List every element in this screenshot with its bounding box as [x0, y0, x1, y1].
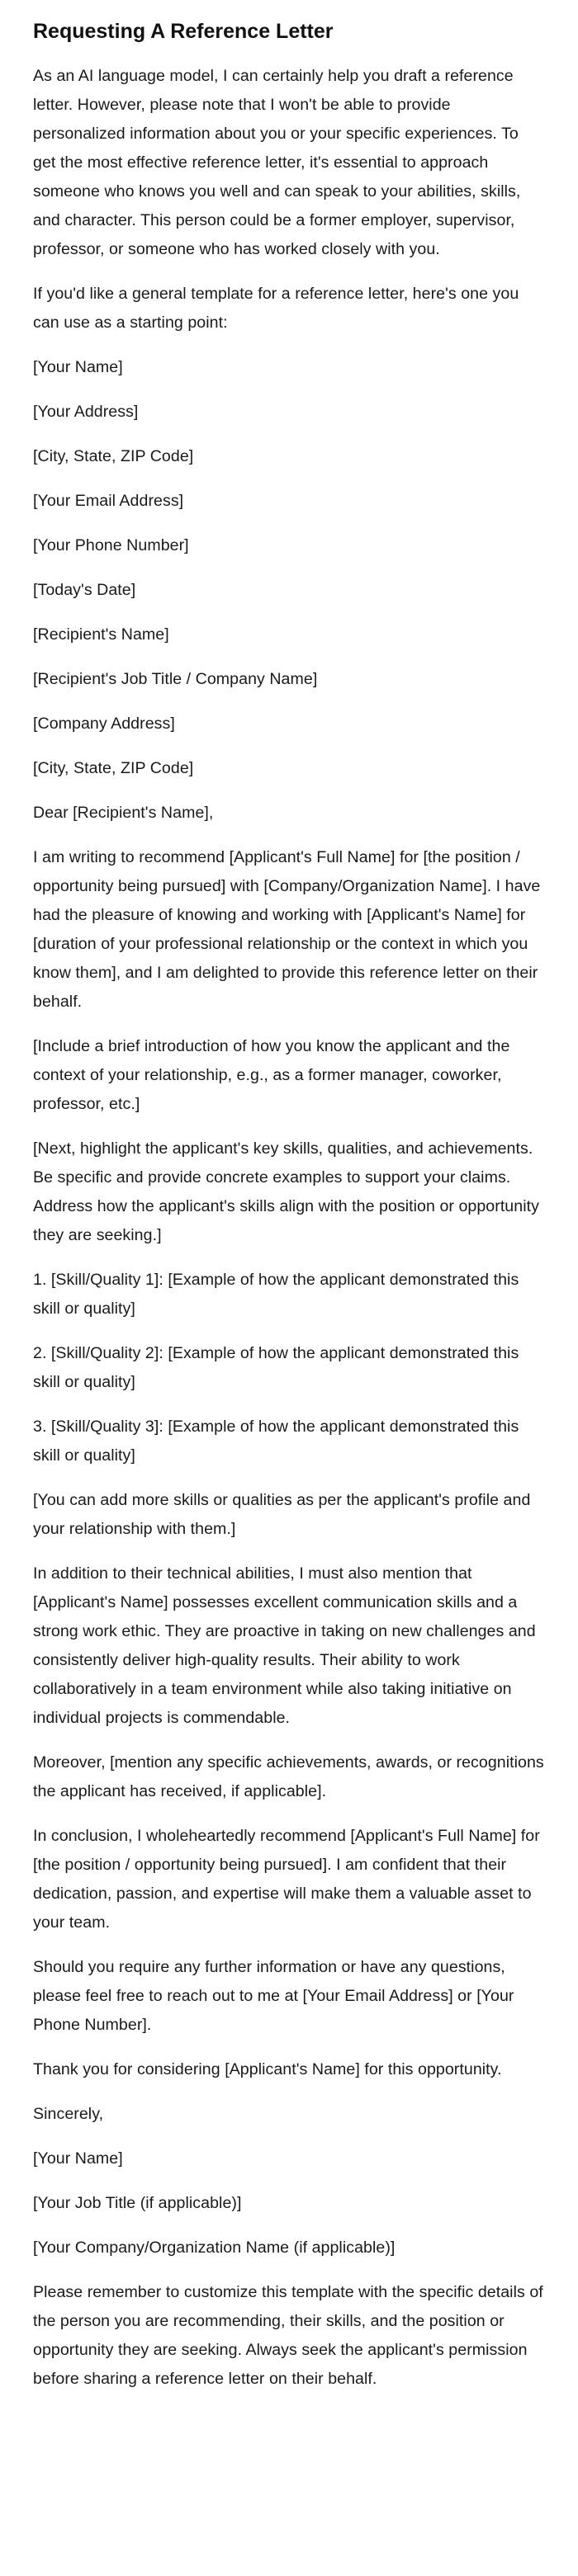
sender-city-state-zip: [City, State, ZIP Code] [33, 447, 194, 465]
intro-paragraph: As an AI language model, I can certainly help you draft a reference letter. However, please note that I won't be able to provide personalized information about you or your specific experiences. To get the most effective reference letter, it's essential to approach someone who knows you well and can speak to your abilities, skills, and character. This person could be a former employer, supervisor, professor, or someone who has worked closely with you. [33, 67, 521, 258]
letter-opening-paragraph: I am writing to recommend [Applicant's Full Name] for [the position / opportunity being pursued] with [Company/Organization Name]. I have had the pleasure of knowing and working with [Applicant's Name] for [duration of your professional relationship or the context in which you know them], and I am delighted to provide this reference letter on their behalf. [33, 848, 541, 1011]
sender-address: [Your Address] [33, 403, 139, 421]
contact-paragraph: Should you require any further information or have any questions, please feel free to reach out to me at [Your Email Address] or [Your Phone Number]. [33, 1958, 514, 2034]
closing: Sincerely, [33, 2105, 104, 2123]
signature-job-title: [Your Job Title (if applicable)] [33, 2194, 242, 2212]
thank-you-paragraph: Thank you for considering [Applicant's Name] for this opportunity. [33, 2060, 502, 2078]
skill-item-1: 1. [Skill/Quality 1]: [Example of how the applicant demonstrated this skill or quality] [33, 1271, 519, 1318]
achievements-paragraph: Moreover, [mention any specific achievements, awards, or recognitions the applicant has received, if applicable]. [33, 1753, 544, 1800]
reminder-paragraph: Please remember to customize this template with the specific details of the person you are recommending, their skills, and the position or opportunity they are seeking. Always seek the applicant's permission before sharing a reference letter on their behalf. [33, 2283, 543, 2388]
recipient-job-title: [Recipient's Job Title / Company Name] [33, 670, 318, 688]
sender-phone: [Your Phone Number] [33, 536, 189, 554]
recipient-name: [Recipient's Name] [33, 625, 169, 644]
relationship-paragraph: [Include a brief introduction of how you know the applicant and the context of your relationship, e.g., as a former manager, coworker, professor, etc.] [33, 1037, 510, 1113]
signature-name: [Your Name] [33, 2149, 123, 2168]
additional-qualities-paragraph: In addition to their technical abilities, I must also mention that [Applicant's Name] possesses excellent communication skills and a strong work ethic. They are proactive in taking on new challenges and consistently deliver high-quality results. Their ability to work collaboratively in a team environment while also taking initiative on individual projects is commendable. [33, 1564, 536, 1727]
signature-company: [Your Company/Organization Name (if applicable)] [33, 2239, 396, 2257]
sender-name: [Your Name] [33, 358, 123, 376]
page-title: Requesting A Reference Letter [33, 20, 334, 43]
sender-email: [Your Email Address] [33, 492, 184, 510]
conclusion-paragraph: In conclusion, I wholeheartedly recommend [Applicant's Full Name] for [the position / opportunity being pursued]. I am confident that their dedication, passion, and expertise will make them a valuable asset to your team. [33, 1827, 540, 1932]
recipient-city-state-zip: [City, State, ZIP Code] [33, 759, 194, 777]
skill-item-2: 2. [Skill/Quality 2]: [Example of how the applicant demonstrated this skill or quality] [33, 1344, 519, 1391]
letter-date: [Today's Date] [33, 581, 136, 599]
salutation: Dear [Recipient's Name], [33, 804, 214, 822]
template-intro-paragraph: If you'd like a general template for a reference letter, here's one you can use as a starting point: [33, 285, 519, 332]
more-skills-paragraph: [You can add more skills or qualities as per the applicant's profile and your relationship with them.] [33, 1491, 531, 1538]
company-address: [Company Address] [33, 715, 175, 733]
skill-item-3: 3. [Skill/Quality 3]: [Example of how the applicant demonstrated this skill or quality] [33, 1418, 519, 1465]
skills-intro-paragraph: [Next, highlight the applicant's key skills, qualities, and achievements. Be specific and provide concrete examples to support your claims. Address how the applicant's skills align with the position or opportunity they are seeking.] [33, 1139, 539, 1244]
